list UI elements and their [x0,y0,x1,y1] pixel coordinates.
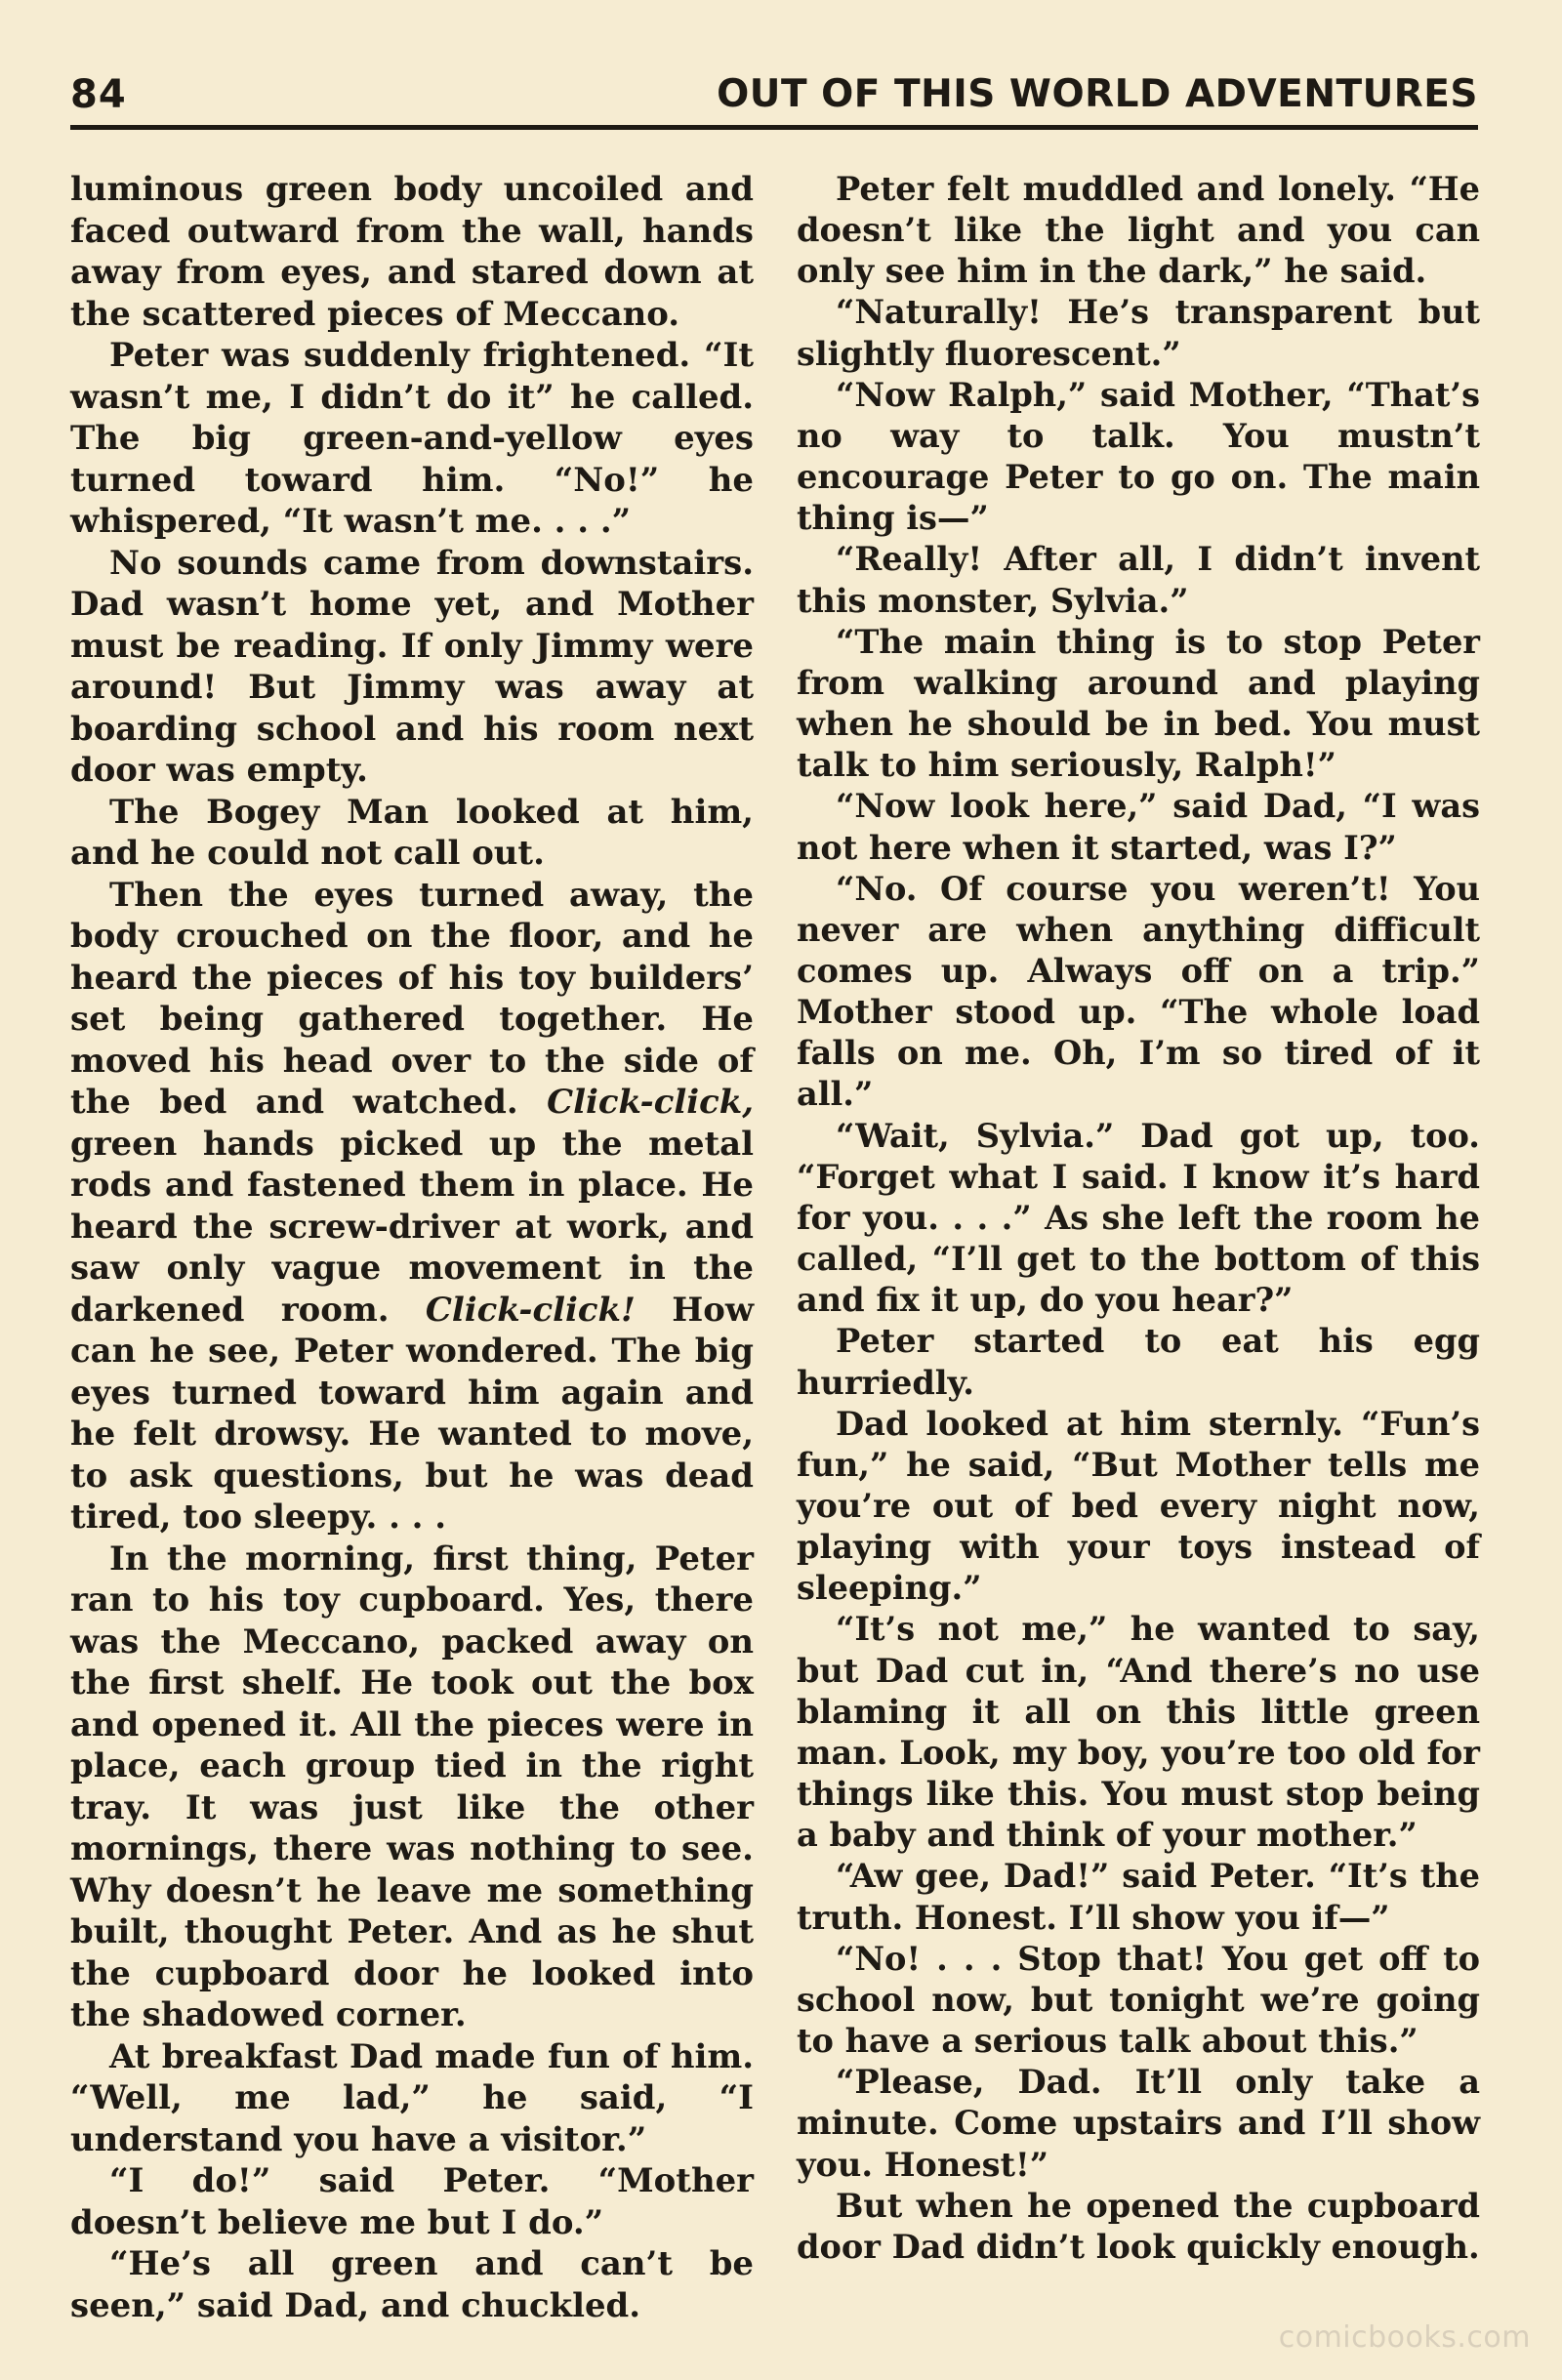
left-column [70,168,754,2325]
right-column [797,168,1480,2267]
watermark: comicbooks.com [1278,2320,1531,2355]
italic-sound-effect: Click-click! [425,1289,636,1329]
paragraph [70,874,754,1538]
paragraph: At breakfast Dad made fun of him. “Well, me lad,” he said, “I understand you have a visitor.” [70,2035,754,2158]
italic-sound-effect: Click-click, [547,1082,754,1121]
paragraph: “Wait, Sylvia.” Dad got up, too. “Forget what I said. I know it’s hard for you. . . .” As she left the room he called, “I’ll get to the bottom of this and fix it up, do you hear?” [797,1115,1480,1320]
paragraph: Peter started to eat his egg hurriedly. [797,1321,1480,1402]
paragraph: “Please, Dad. It’ll only take a minute. Come upstairs and I’ll show you. Honest!” [797,2062,1480,2184]
paragraph: “It’s not me,” he wanted to say, but Dad cut in, “And there’s no use blaming it all on this little green man. Look, my boy, you’re too old for things like this. You must stop being a baby and think of your mother.” [797,1609,1480,1855]
paragraph: “No! . . . Stop that! You get off to school now, but tonight we’re going to have a serious talk about this.” [797,1938,1480,2061]
paragraph: In the morning, first thing, Peter ran to his toy cupboard. Yes, there was the Meccano, packed away on the first shelf. He took out the box and opened it. All the pieces were in place, each group tied in the right tray. It was just like the other mornings, there was nothing to see. Why doesn’t he leave me something built, thought Peter. And as he shut the cupboard door he looked into the shadowed corner. [70,1538,754,2033]
paragraph: “Now Ralph,” said Mother, “That’s no way to talk. You mustn’t encourage Peter to go on. The main thing is—” [797,374,1480,538]
paragraph: Dad looked at him sternly. “Fun’s fun,” he said, “But Mother tells me you’re out of bed every night now, playing with your toys instead of sleeping.” [797,1403,1480,1608]
paragraph: “No. Of course you weren’t! You never are when anything difficult comes up. Always off on a trip.” Mother stood up. “The whole load falls on me. Oh, I’m so tired of it all.” [797,868,1480,1114]
paragraph: “Really! After all, I didn’t invent this monster, Sylvia.” [797,539,1480,620]
paragraph-text: Then the eyes turned away, the body crouched on the floor, and he heard the pieces of his toy builders’ set being gathered together. He moved his head over to the side of the bed and watched. [70,874,754,1121]
paragraph: luminous green body uncoiled and faced outward from the wall, hands away from eyes, and stared down at the scattered pieces of Meccano. [70,169,754,333]
paragraph: But when he opened the cupboard door Dad didn’t look quickly enough. [797,2185,1480,2266]
paragraph: Peter was suddenly frightened. “It wasn’t me, I didn’t do it” he called. The big green-and-yellow eyes turned toward him. “No!” he whispered, “It wasn’t me. . . .” [70,335,754,540]
paragraph: “Naturally! He’s transparent but slightly fluorescent.” [797,292,1480,373]
paragraph: The Bogey Man looked at him, and he could not call out. [70,791,754,872]
running-head: OUT OF THIS WORLD ADVENTURES [717,72,1478,116]
paragraph-text: How can he see, Peter wondered. The big eyes turned toward him again and he felt drowsy. He wanted to move, to ask questions, but he was dead tired, too sleepy. . . . [70,1289,754,1536]
paragraph: “The main thing is to stop Peter from walking around and playing when he should be in bed. You must talk to him seriously, Ralph!” [797,621,1480,785]
page-number: 84 [70,72,127,117]
paragraph: “I do!” said Peter. “Mother doesn’t believe me but I do.” [70,2160,754,2241]
paragraph: “He’s all green and can’t be seen,” said Dad, and chuckled. [70,2243,754,2324]
paragraph: “Now look here,” said Dad, “I was not here when it started, was I?” [797,786,1480,867]
paragraph-text: green hands picked up the metal rods and fastened them in place. He heard the screw-driver at work, and saw only vague movement in the darkened room. [70,1123,754,1329]
paragraph: “Aw gee, Dad!” said Peter. “It’s the truth. Honest. I’ll show you if—” [797,1856,1480,1937]
paragraph: No sounds came from downstairs. Dad wasn’t home yet, and Mother must be reading. If only Jimmy were around! But Jimmy was away at boarding school and his room next door was empty. [70,542,754,789]
paragraph: Peter felt muddled and lonely. “He doesn’t like the light and you can only see him in the dark,” he said. [797,169,1480,291]
page-header [70,68,1478,130]
